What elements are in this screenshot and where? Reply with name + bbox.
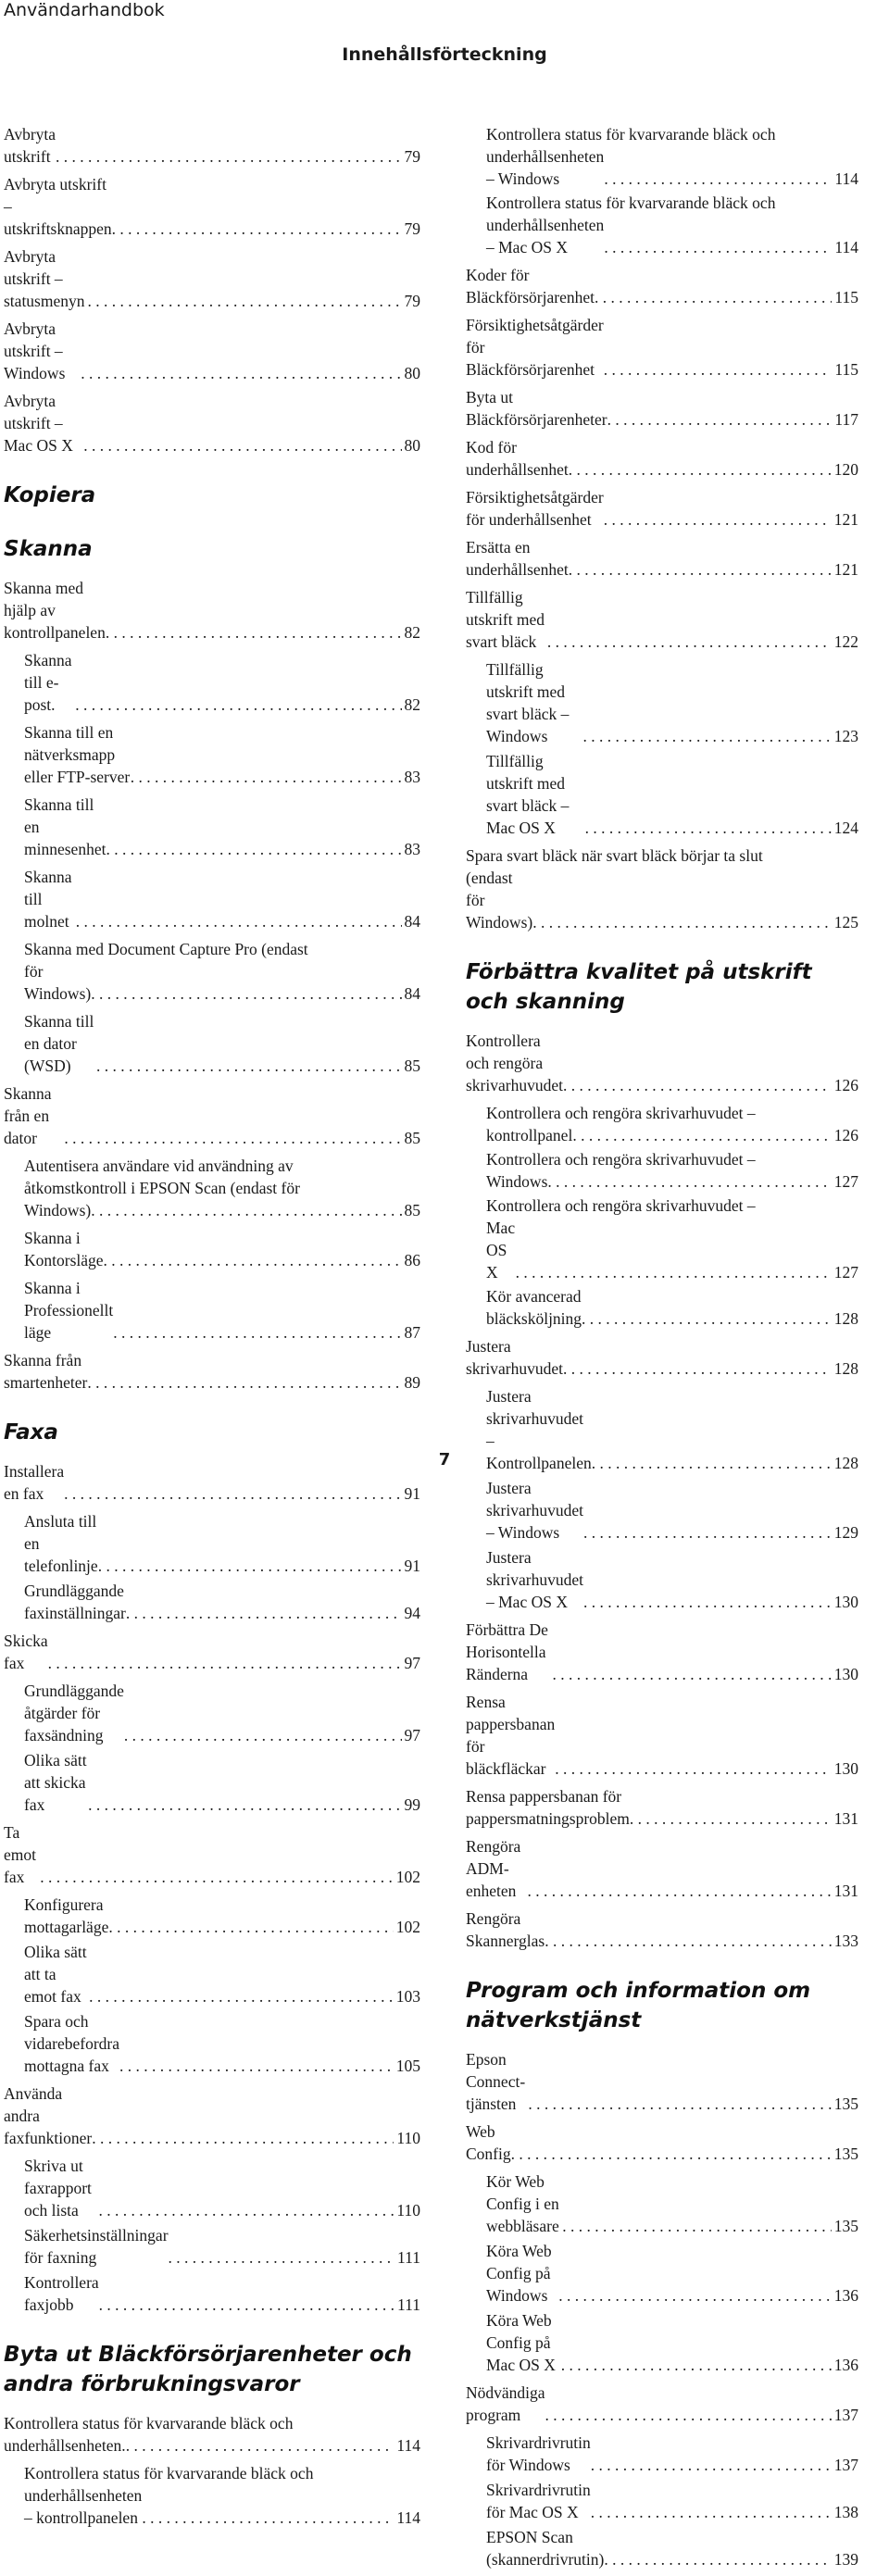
toc-entry[interactable]: Skanna från smartenheter . . . 89 bbox=[4, 1349, 420, 1394]
toc-subentry[interactable]: Skanna i Kontorsläge . . . 86 bbox=[24, 1227, 420, 1271]
toc-subentry[interactable]: Skanna till molnet . . . 84 bbox=[24, 866, 420, 932]
toc-subentry[interactable]: Köra Web Config på Mac OS X . . . 136 bbox=[486, 2309, 858, 2376]
toc-subentry[interactable]: Kontrollera status för kvarvarande bläck och underhållsenheten – Mac OS X . . . 114 bbox=[486, 192, 858, 258]
toc-entry-line: Kontrollera status för kvarvarande bläck och bbox=[24, 2464, 314, 2482]
toc-subentry[interactable]: Grundläggande åtgärder för faxsändning . . . 97 bbox=[24, 1680, 420, 1746]
toc-entry[interactable]: Nödvändiga program . . . 137 bbox=[466, 2382, 858, 2426]
toc-subentry[interactable]: Justera skrivarhuvudet – Mac OS X . . . 130 bbox=[486, 1546, 858, 1613]
toc-entry[interactable]: Tillfällig utskrift med svart bläck . . . 122 bbox=[466, 586, 858, 653]
toc-subentry[interactable]: Kör Web Config i en webbläsare . . . 135 bbox=[486, 2170, 858, 2237]
toc-entry[interactable]: Spara svart bläck när svart bläck börjar ta slut (endast för Windows) . . . 125 bbox=[466, 844, 858, 933]
toc-entry-line: Autentisera användare vid användning av bbox=[24, 1157, 294, 1175]
toc-subentry[interactable]: Kontrollera status för kvarvarande bläck och underhållsenheten – kontrollpanelen . . . 114 bbox=[24, 2462, 420, 2529]
toc-entry[interactable]: Koder för Bläckförsörjarenhet . . . 115 bbox=[466, 264, 858, 308]
toc-subentry[interactable]: Autentisera användare vid användning av åtkomstkontroll i EPSON Scan (endast för Windows) . . . 85 bbox=[24, 1155, 420, 1221]
toc-entry-line: Spara svart bläck när svart bläck börjar ta slut bbox=[466, 846, 763, 865]
toc-subentry[interactable]: Kontrollera och rengöra skrivarhuvudet – kontrollpanel . . . 126 bbox=[486, 1102, 858, 1146]
chapter-heading-faxa[interactable]: Faxa bbox=[4, 1420, 58, 1444]
toc-entry[interactable]: Försiktighetsåtgärder för Bläckförsörjarenhet . . . 115 bbox=[466, 314, 858, 381]
toc-entry[interactable]: Avbryta utskrift – Mac OS X . . . 80 bbox=[4, 390, 420, 456]
toc-right-column bbox=[466, 123, 858, 2576]
toc-subentry[interactable]: Skanna till en minnesenhet . . . 83 bbox=[24, 794, 420, 860]
toc-left-column bbox=[4, 123, 420, 2534]
toc-entry[interactable]: Installera en fax . . . 91 bbox=[4, 1460, 420, 1505]
toc-subentry[interactable]: Olika sätt att ta emot fax . . . 103 bbox=[24, 1941, 420, 2007]
section-title: Innehållsförteckning bbox=[342, 44, 547, 65]
toc-subentry[interactable]: Skanna till en dator (WSD) . . . 85 bbox=[24, 1010, 420, 1077]
toc-entry[interactable]: Skanna från en dator . . . 85 bbox=[4, 1082, 420, 1149]
toc-subentry[interactable]: Tillfällig utskrift med svart bläck – Mac OS X . . . 124 bbox=[486, 750, 858, 839]
chapter-heading-skanna[interactable]: Skanna bbox=[4, 537, 93, 561]
toc-entry-line: åtkomstkontroll i EPSON Scan (endast för bbox=[24, 1179, 300, 1197]
toc-subentry[interactable]: Kontrollera och rengöra skrivarhuvudet – Windows . . . 127 bbox=[486, 1148, 858, 1193]
toc-subentry[interactable]: EPSON Scan (skannerdrivrutin) . . . 139 bbox=[486, 2526, 858, 2570]
toc-entry[interactable]: Avbryta utskrift – utskriftsknappen . . . 79 bbox=[4, 173, 420, 240]
page-number: 7 bbox=[438, 1450, 451, 1469]
toc-entry[interactable]: Web Config . . . 135 bbox=[466, 2120, 858, 2165]
toc-entry-line: Kontrollera och rengöra skrivarhuvudet – bbox=[486, 1150, 756, 1169]
toc-entry[interactable]: Förbättra De Horisontella Ränderna . . . 130 bbox=[466, 1619, 858, 1685]
toc-entry-line: Kontrollera och rengöra skrivarhuvudet – bbox=[486, 1104, 756, 1122]
toc-entry-line: Kontrollera status för kvarvarande bläck och bbox=[486, 194, 776, 212]
toc-entry[interactable]: Skicka fax . . . 97 bbox=[4, 1630, 420, 1674]
toc-entry[interactable]: Rengöra Skannerglas . . . 133 bbox=[466, 1907, 858, 1952]
toc-subentry[interactable]: Skrivardrivrutin för Windows . . . 137 bbox=[486, 2432, 858, 2476]
toc-entry[interactable]: Kontrollera och rengöra skrivarhuvudet . . . 126 bbox=[466, 1030, 858, 1096]
toc-entry[interactable]: Rengöra ADM-enheten . . . 131 bbox=[466, 1835, 858, 1902]
toc-subentry[interactable]: Skriva ut faxrapport och lista . . . 110 bbox=[24, 2155, 420, 2221]
chapter-heading-forbattra[interactable]: Förbättra kvalitet på utskrift och skanning bbox=[466, 960, 812, 1014]
toc-entry[interactable]: Kontrollera status för kvarvarande bläck och underhållsenheten. . . . 114 bbox=[4, 2412, 420, 2457]
document-title: Användarhandbok bbox=[4, 0, 165, 20]
toc-subentry[interactable]: Skanna med Document Capture Pro (endast för Windows) . . . 84 bbox=[24, 938, 420, 1005]
toc-entry-line: Kontrollera status för kvarvarande bläck och bbox=[4, 2414, 294, 2432]
toc-entry[interactable]: Skanna med hjälp av kontrollpanelen . . . 82 bbox=[4, 577, 420, 644]
toc-entry[interactable]: Avbryta utskrift – Windows . . . 80 bbox=[4, 318, 420, 384]
toc-entry[interactable]: Justera skrivarhuvudet . . . 128 bbox=[466, 1335, 858, 1380]
toc-subentry[interactable]: Säkerhetsinställningar för faxning . . . 111 bbox=[24, 2224, 420, 2269]
toc-entry[interactable]: Rensa pappersbanan för pappersmatningsproblem . . . 131 bbox=[466, 1785, 858, 1830]
toc-subentry[interactable]: Skanna i Professionellt läge . . . 87 bbox=[24, 1277, 420, 1344]
toc-entry-line: Kontrollera och rengöra skrivarhuvudet – bbox=[486, 1196, 756, 1215]
toc-subentry[interactable]: Kontrollera status för kvarvarande bläck och underhållsenheten – Windows . . . 114 bbox=[486, 123, 858, 190]
toc-subentry[interactable]: Köra Web Config på Windows . . . 136 bbox=[486, 2240, 858, 2307]
toc-entry[interactable]: Försiktighetsåtgärder för underhållsenhet . . . 121 bbox=[466, 486, 858, 531]
toc-entry[interactable]: Ersätta en underhållsenhet . . . 121 bbox=[466, 536, 858, 581]
toc-entry[interactable]: Epson Connect-tjänsten . . . 135 bbox=[466, 2048, 858, 2115]
toc-entry-line: Skanna med Document Capture Pro (endast bbox=[24, 940, 308, 958]
toc-subentry[interactable]: Skrivardrivrutin för Mac OS X . . . 138 bbox=[486, 2479, 858, 2523]
toc-entry[interactable]: Ta emot fax . . . 102 bbox=[4, 1821, 420, 1888]
toc-entry-line: Kontrollera status för kvarvarande bläck och bbox=[486, 125, 776, 144]
toc-subentry[interactable]: Ansluta till en telefonlinje . . . 91 bbox=[24, 1510, 420, 1577]
toc-subentry[interactable]: Konfigurera mottagarläge . . . 102 bbox=[24, 1894, 420, 1938]
toc-subentry[interactable]: Spara och vidarebefordra mottagna fax . . . 105 bbox=[24, 2010, 420, 2077]
toc-entry[interactable]: Kod för underhållsenhet . . . 120 bbox=[466, 436, 858, 481]
toc-subentry[interactable]: Kontrollera faxjobb . . . 111 bbox=[24, 2271, 420, 2316]
toc-subentry[interactable]: Skanna till en nätverksmapp eller FTP-server . . . 83 bbox=[24, 721, 420, 788]
toc-subentry[interactable]: Skanna till e-post. . . . 82 bbox=[24, 649, 420, 716]
toc-subentry[interactable]: Tillfällig utskrift med svart bläck – Windows . . . 123 bbox=[486, 658, 858, 747]
chapter-heading-byta-ut[interactable]: Byta ut Bläckförsörjarenheter och andra förbrukningsvaror bbox=[4, 2343, 412, 2396]
toc-entry[interactable]: Använda andra faxfunktioner . . . 110 bbox=[4, 2082, 420, 2149]
chapter-heading-program[interactable]: Program och information om nätverkstjänst bbox=[466, 1979, 811, 2032]
toc-entry[interactable]: Avbryta utskrift – statusmenyn . . . 79 bbox=[4, 245, 420, 312]
toc-subentry[interactable]: Olika sätt att skicka fax . . . 99 bbox=[24, 1749, 420, 1816]
toc-entry[interactable]: Avbryta utskrift . . . 79 bbox=[4, 123, 420, 168]
toc-subentry[interactable]: Grundläggande faxinställningar . . . 94 bbox=[24, 1580, 420, 1624]
chapter-heading-kopiera[interactable]: Kopiera bbox=[4, 483, 96, 507]
toc-subentry[interactable]: Justera skrivarhuvudet – Kontrollpanelen . . . 128 bbox=[486, 1385, 858, 1474]
toc-subentry[interactable]: Kontrollera och rengöra skrivarhuvudet – Mac OS X . . . 127 bbox=[486, 1194, 858, 1283]
toc-subentry[interactable]: Justera skrivarhuvudet – Windows . . . 129 bbox=[486, 1477, 858, 1544]
toc-entry[interactable]: Byta ut Bläckförsörjarenheter . . . 117 bbox=[466, 386, 858, 431]
toc-entry[interactable]: Rensa pappersbanan för bläckfläckar . . . 130 bbox=[466, 1691, 858, 1780]
toc-subentry[interactable]: Kör avancerad bläcksköljning . . . 128 bbox=[486, 1285, 858, 1330]
